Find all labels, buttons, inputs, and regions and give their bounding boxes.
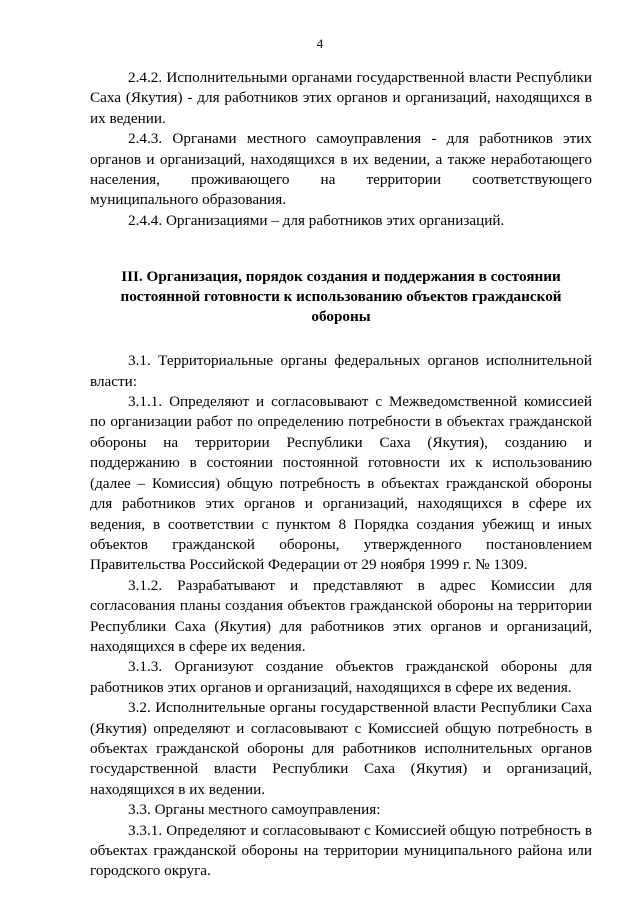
paragraph-2-4-2: 2.4.2. Исполнительными органами государственной власти Республики Саха (Якутия) - для работников этих органов и организаций, находящихся в их ведении. xyxy=(90,69,592,127)
paragraph-3-2: 3.2. Исполнительные органы государственной власти Республики Саха (Якутия) определяют и согласовывают с Комиссией общую потребность в объектах гражданской обороны для работников исполнительных органов государственной власти Республики Саха (Якутия) и организаций, находящихся в их ведении. xyxy=(90,699,592,798)
page-number: 4 xyxy=(316,36,324,51)
paragraph-3-1: 3.1. Территориальные органы федеральных органов исполнительной власти: xyxy=(90,352,592,390)
paragraph-2-4-3: 2.4.3. Органами местного самоуправления - для работников этих органов и организаций, находящихся в их ведении, а также неработающего населения, проживающего на территории соответствующего муниципального образования. xyxy=(90,130,592,209)
section-heading: III. Организация, порядок создания и поддержания в состоянии постоянной готовности к использованию объектов гражданской обороны xyxy=(120,268,562,326)
paragraph-3-3: 3.3. Органы местного самоуправления: xyxy=(128,801,381,819)
paragraph-3-3-1: 3.3.1. Определяют и согласовывают с Комиссией общую потребность в объектах гражданской обороны на территории муниципального района или городского округа. xyxy=(90,821,592,880)
paragraph-3-1-3: 3.1.3. Организуют создание объектов гражданской обороны для работников этих органов и организаций, находящихся в сфере их ведения. xyxy=(90,658,592,696)
paragraph-2-4-4: 2.4.4. Организациями – для работников этих организаций. xyxy=(128,211,505,229)
paragraph-3-1-2: 3.1.2. Разрабатывают и представляют в адрес Комиссии для согласования планы создания объектов гражданской обороны на территории Республики Саха (Якутия) для работников этих органов и организаций, находящихся в сфере их ведения. xyxy=(90,576,592,655)
paragraph-3-1-1: 3.1.1. Определяют и согласовывают с Межведомственной комиссией по организации работ по определению потребности в объектах гражданской обороны на территории Республики Саха (Якутия), созданию и поддержанию в состоянии постоянной готовности их к использованию (далее – Комиссия) общую потребность в объектах гражданской обороны для работников этих органов и организаций, находящихся в сфере их ведения, в соответствии с пунктом 8 Порядка создания убежищ и иных объектов гражданской обороны, утвержденного постановлением Правительства Российской Федерации от 29 ноября 1999 г. № 1309. xyxy=(90,393,592,574)
